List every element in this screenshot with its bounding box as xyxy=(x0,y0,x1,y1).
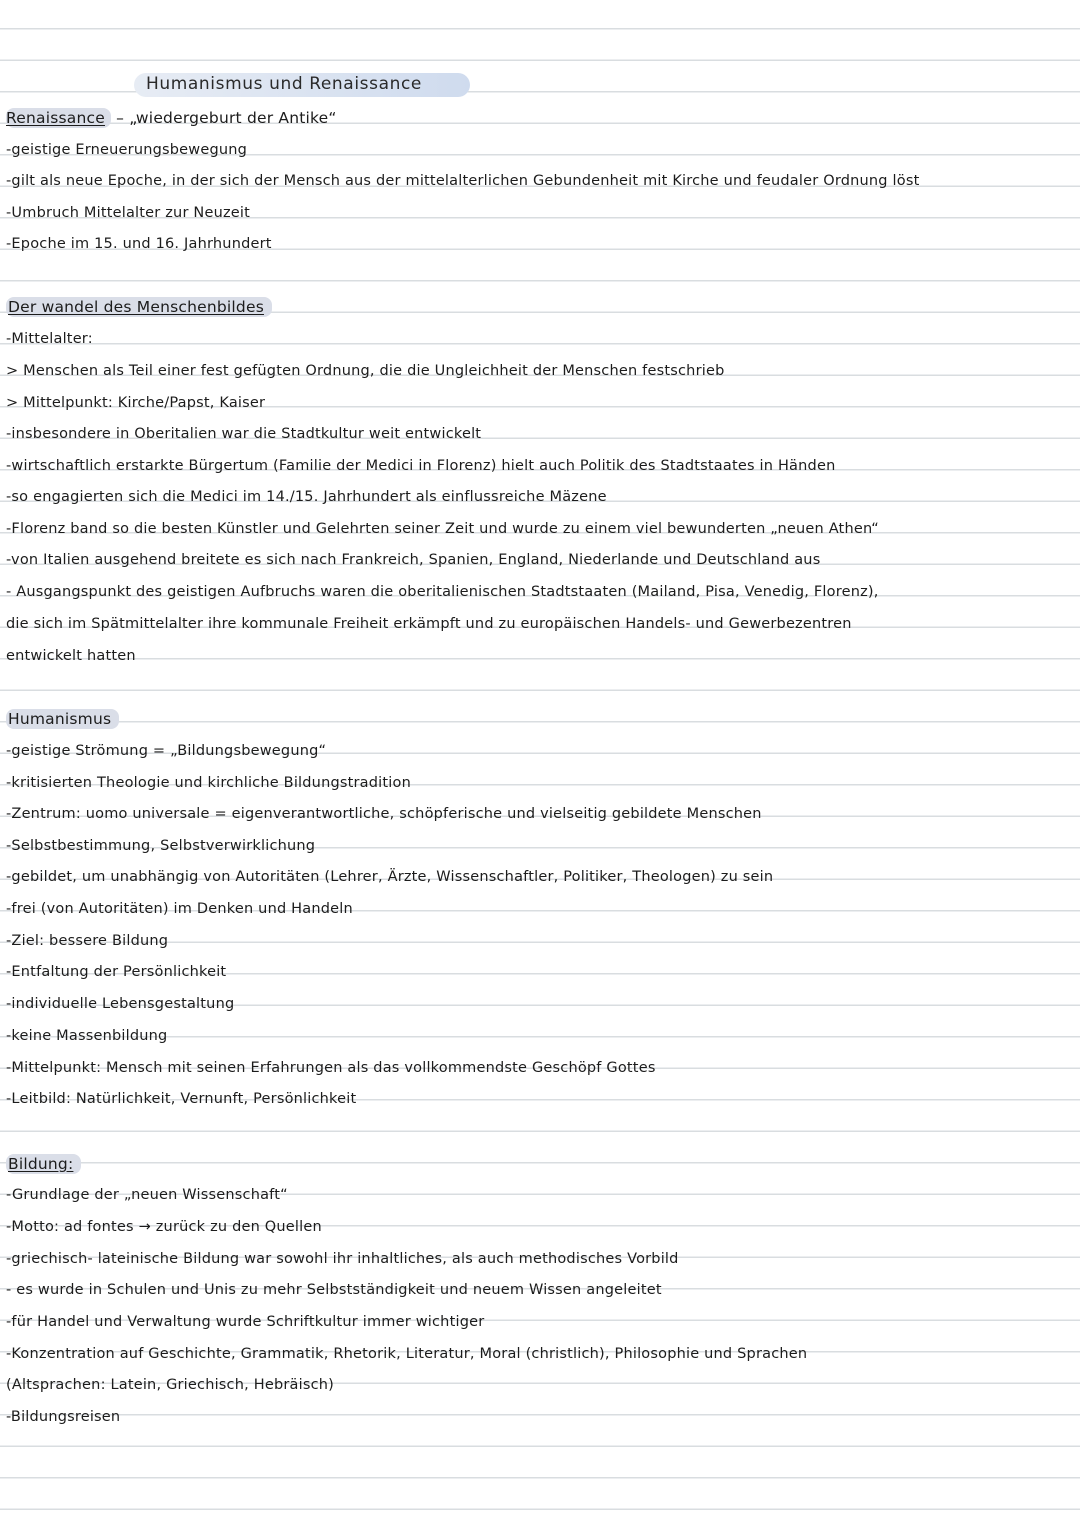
bildung-line: -Konzentration auf Geschichte, Grammatik, Rhetorik, Literatur, Moral (christlich), Philosophie und Sprachen xyxy=(6,1346,808,1362)
humanismus-line: -keine Massenbildung xyxy=(6,1028,168,1044)
wandel-line: -Florenz band so die besten Künstler und Gelehrten seiner Zeit und wurde zu einem viel bewunderten „neuen Athen“ xyxy=(6,521,880,537)
wandel-line: -wirtschaftlich erstarkte Bürgertum (Familie der Medici in Florenz) hielt auch Politik des Stadtstaates in Händen xyxy=(6,458,836,474)
humanismus-line: -kritisierten Theologie und kirchliche Bildungstradition xyxy=(6,775,411,791)
renaissance-line: -Epoche im 15. und 16. Jahrhundert xyxy=(6,236,272,252)
renaissance-line: -Umbruch Mittelalter zur Neuzeit xyxy=(6,205,251,221)
bildung-line: - es wurde in Schulen und Unis zu mehr Selbstständigkeit und neuem Wissen angeleitet xyxy=(6,1282,662,1298)
humanismus-line: -Mittelpunkt: Mensch mit seinen Erfahrungen als das vollkommendste Geschöpf Gottes xyxy=(6,1060,656,1076)
humanismus-line: -Zentrum: uomo universale = eigenverantwortliche, schöpferische und vielseitig gebildete Menschen xyxy=(6,806,762,822)
bildung-line: -für Handel und Verwaltung wurde Schriftkultur immer wichtiger xyxy=(6,1314,485,1330)
renaissance-heading: Renaissance xyxy=(6,108,111,128)
wandel-line: die sich im Spätmittelalter ihre kommunale Freiheit erkämpft und zu europäischen Handels- und Gewerbezentren xyxy=(6,616,852,632)
wandel-line: > Menschen als Teil einer fest gefügten Ordnung, die die Ungleichheit der Menschen festschrieb xyxy=(6,363,725,379)
bildung-line: -Motto: ad fontes → zurück zu den Quellen xyxy=(6,1219,322,1235)
humanismus-line: -Ziel: bessere Bildung xyxy=(6,933,169,949)
wandel-line: entwickelt hatten xyxy=(6,648,136,664)
renaissance-heading-definition: – „wiedergeburt der Antike“ xyxy=(110,109,337,127)
bildung-heading: Bildung: xyxy=(6,1154,81,1174)
bildung-line: -Bildungsreisen xyxy=(6,1409,121,1425)
humanismus-line: -Leitbild: Natürlichkeit, Vernunft, Persönlichkeit xyxy=(6,1091,357,1107)
wandel-line: -insbesondere in Oberitalien war die Stadtkultur weit entwickelt xyxy=(6,426,482,442)
humanismus-line: -frei (von Autoritäten) im Denken und Handeln xyxy=(6,901,353,917)
wandel-line: -Mittelalter: xyxy=(6,331,93,347)
renaissance-heading-line xyxy=(6,108,1066,128)
bildung-line: -griechisch- lateinische Bildung war sowohl ihr inhaltliches, als auch methodisches Vorbild xyxy=(6,1251,679,1267)
humanismus-heading-line xyxy=(6,709,1066,729)
wandel-line: -so engagierten sich die Medici im 14./15. Jahrhundert als einflussreiche Mäzene xyxy=(6,489,607,505)
renaissance-line: -geistige Erneuerungsbewegung xyxy=(6,142,248,158)
wandel-line: - Ausgangspunkt des geistigen Aufbruchs waren die oberitalienischen Stadtstaaten (Mailand, Pisa, Venedig, Florenz), xyxy=(6,584,879,600)
bildung-line: (Altsprachen: Latein, Griechisch, Hebräisch) xyxy=(6,1377,335,1393)
wandel-line: -von Italien ausgehend breitete es sich nach Frankreich, Spanien, England, Niederlande und Deutschland aus xyxy=(6,552,821,568)
title-highlight xyxy=(134,73,470,97)
humanismus-line: -Selbstbestimmung, Selbstverwirklichung xyxy=(6,838,316,854)
bildung-line: -Grundlage der „neuen Wissenschaft“ xyxy=(6,1187,288,1203)
humanismus-line: -Entfaltung der Persönlichkeit xyxy=(6,964,227,980)
wandel-line: > Mittelpunkt: Kirche/Papst, Kaiser xyxy=(6,395,266,411)
bildung-heading-line xyxy=(6,1154,1066,1174)
humanismus-line: -gebildet, um unabhängig von Autoritäten (Lehrer, Ärzte, Wissenschaftler, Politiker, Theologen) zu sein xyxy=(6,869,774,885)
renaissance-line: -gilt als neue Epoche, in der sich der Mensch aus der mittelalterlichen Gebundenheit mit Kirche und feudaler Ordnung löst xyxy=(6,173,920,189)
wandel-heading-line xyxy=(6,297,1066,317)
wandel-heading: Der wandel des Menschenbildes xyxy=(6,297,272,317)
page-title: Humanismus und Renaissance xyxy=(146,74,422,94)
humanismus-line: -geistige Strömung = „Bildungsbewegung“ xyxy=(6,743,327,759)
humanismus-line: -individuelle Lebensgestaltung xyxy=(6,996,235,1012)
humanismus-heading: Humanismus xyxy=(6,709,119,729)
